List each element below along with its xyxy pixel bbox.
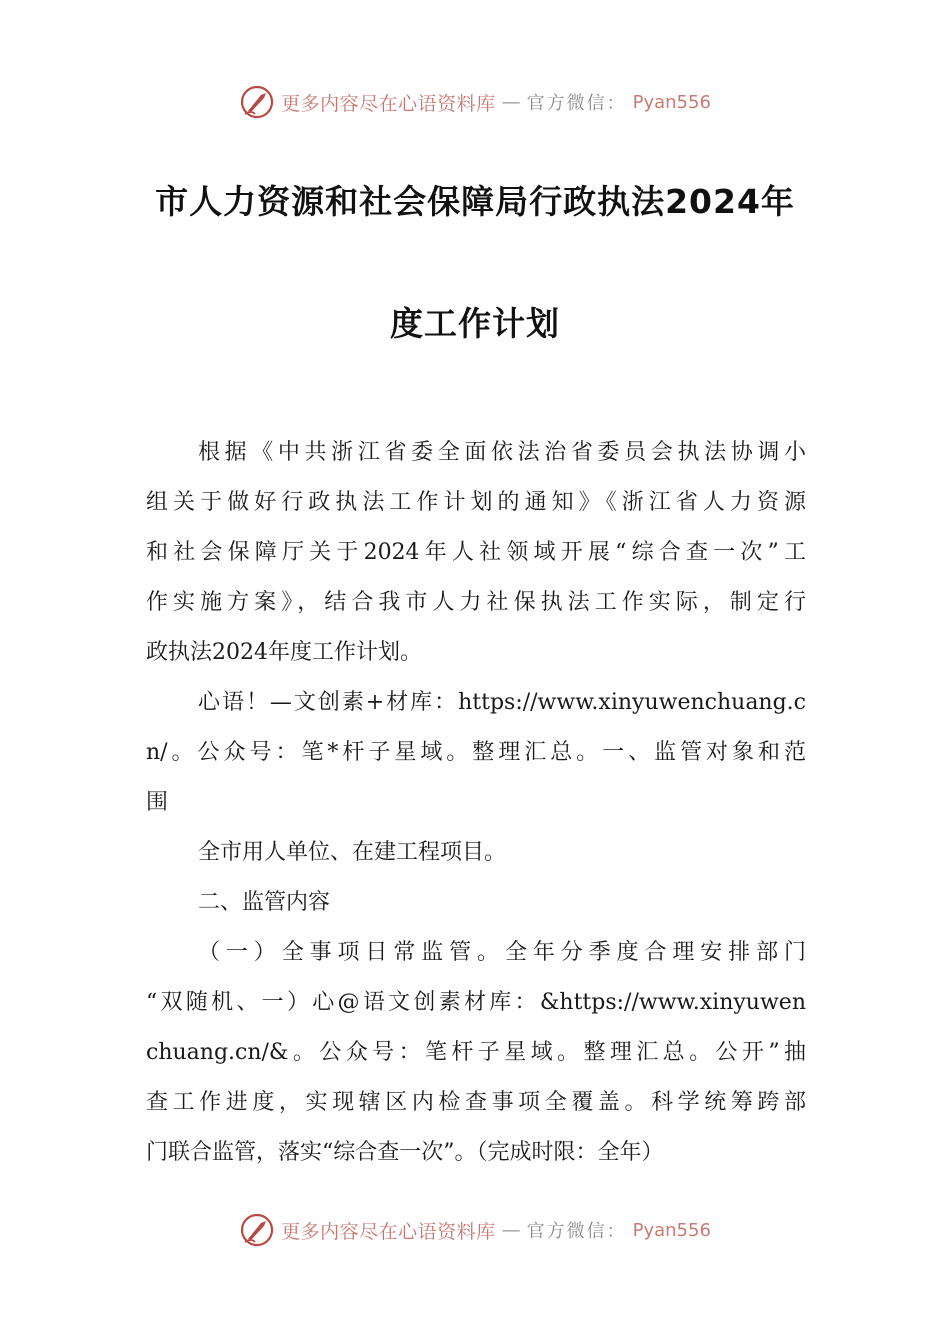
paragraph-basis — [146, 428, 806, 678]
text-line: 门联合监管，落实“综合查一次”。（完成时限：全年） — [146, 1140, 664, 1165]
document-body — [146, 428, 806, 1178]
document-title-line-2: 度工作计划 — [390, 304, 560, 343]
text-line: “双随机、一）心@语文创素材库：&https://www.xinyuwen — [146, 990, 806, 1015]
text-line: chuang.cn/&。公众号：笔杆子星域。整理汇总。公开”抽 — [146, 1040, 806, 1065]
quill-pen-logo-icon — [239, 1212, 275, 1248]
text-line: （一）全事项日常监管。全年分季度合理安排部门 — [198, 940, 806, 965]
watermark-label: 官方微信： — [526, 93, 627, 114]
watermark-wechat-id: Pyan556 — [632, 91, 711, 113]
text-line: 围 — [146, 790, 169, 815]
text-line: 根据《中共浙江省委全面依法治省委员会执法协调小 — [198, 440, 806, 465]
text-line: 和社会保障厅关于2024年人社领域开展“综合查一次”工 — [146, 540, 806, 565]
watermark-separator: — — [501, 91, 521, 113]
text-line: 政执法2024年度工作计划。 — [146, 640, 422, 665]
text-line: 查工作进度，实现辖区内检查事项全覆盖。科学统筹跨部 — [146, 1090, 806, 1115]
quill-pen-logo-icon — [239, 84, 275, 120]
text-line: n/。公众号：笔*杆子星域。整理汇总。一、监管对象和范 — [146, 740, 806, 765]
section-heading-2: 二、监管内容 — [198, 890, 331, 915]
watermark-header — [0, 80, 950, 124]
text-line: 作实施方案》，结合我市人力社保执法工作实际，制定行 — [146, 590, 806, 615]
paragraph-scope: 全市用人单位、在建工程项目。 — [198, 840, 507, 865]
paragraph-source-note — [146, 678, 806, 828]
document-title-line-1: 市人力资源和社会保障局行政执法2024年 — [155, 182, 795, 221]
watermark-text: 更多内容尽在心语资料库 — [281, 1220, 496, 1243]
text-line: 组关于做好行政执法工作计划的通知》《浙江省人力资源 — [146, 490, 806, 515]
text-line: 心语！—文创素+材库：https://www.xinyuwenchuang.c — [198, 690, 806, 715]
watermark-text: 更多内容尽在心语资料库 — [281, 92, 496, 115]
watermark-wechat-id: Pyan556 — [632, 1219, 711, 1241]
watermark-separator: — — [501, 1219, 521, 1241]
watermark-label: 官方微信： — [526, 1221, 627, 1242]
watermark-footer — [0, 1208, 950, 1252]
paragraph-supervision — [146, 928, 806, 1178]
